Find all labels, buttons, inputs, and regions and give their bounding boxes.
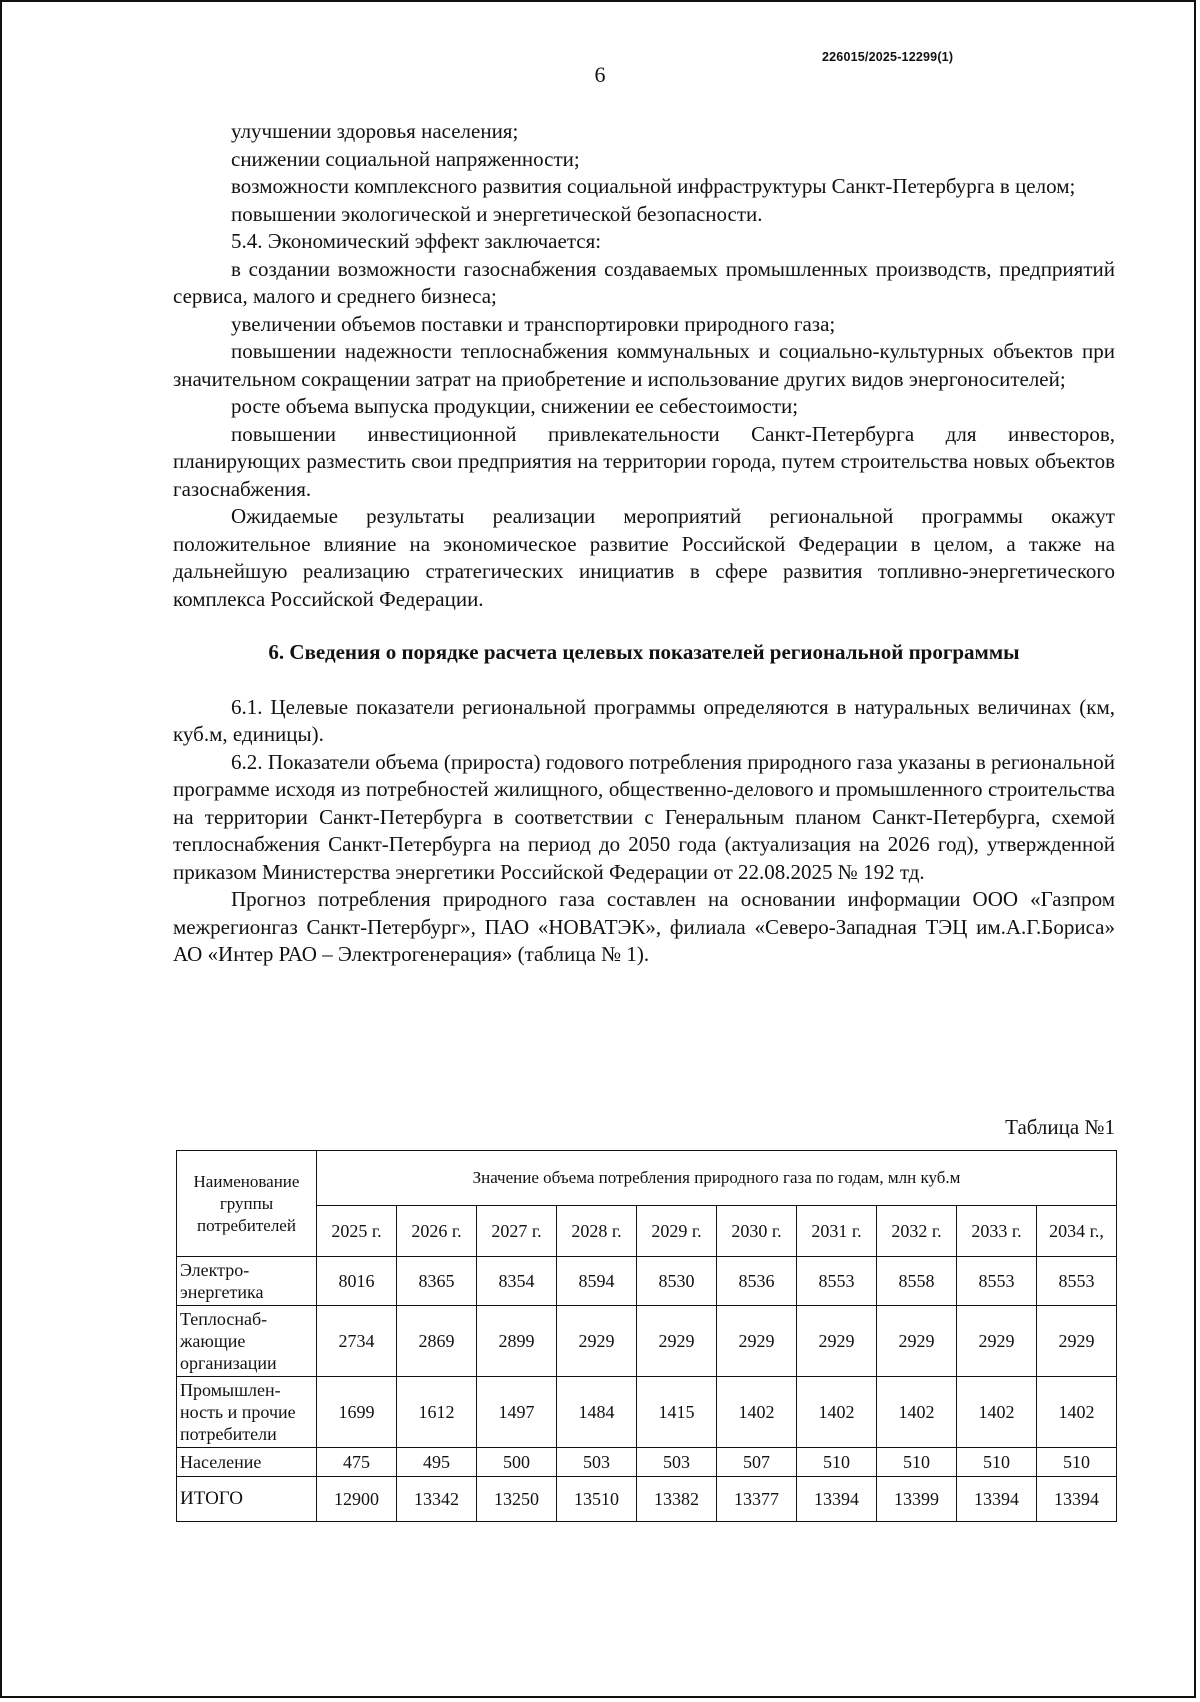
consumption-value: 510 (797, 1448, 877, 1477)
consumption-value: 510 (1037, 1448, 1117, 1477)
document-id: 226015/2025-12299(1) (822, 50, 954, 64)
body-paragraph: в создании возможности газоснабжения создаваемых промышленных производств, предприятий сервиса, малого и среднего бизнеса; (173, 256, 1115, 308)
table-row (177, 1306, 1117, 1377)
year-header: 2030 г. (717, 1206, 797, 1257)
consumption-value: 13510 (557, 1477, 637, 1522)
consumption-value: 13394 (797, 1477, 877, 1522)
consumption-value: 1612 (397, 1377, 477, 1448)
consumption-value: 8553 (1037, 1257, 1117, 1306)
header-consumer-group: Наименование группы потребителей (177, 1151, 317, 1257)
body-paragraph: повышении инвестиционной привлекательности Санкт-Петербурга для инвесторов, планирующих разместить свои предприятия на территории города, путем строительства новых объектов газоснабжения. (173, 421, 1115, 501)
gas-consumption-table (176, 1150, 1117, 1522)
consumption-value: 8594 (557, 1257, 637, 1306)
body-paragraph: увеличении объемов поставки и транспортировки природного газа; (231, 311, 836, 336)
consumer-group-name: ИТОГО (177, 1477, 317, 1522)
body-paragraph: повышении экологической и энергетической безопасности. (231, 201, 763, 226)
consumption-value: 475 (317, 1448, 397, 1477)
body-paragraph: росте объема выпуска продукции, снижении ее себестоимости; (231, 394, 799, 418)
body-paragraph: возможности комплексного развития социальной инфраструктуры Санкт-Петербурга в целом; (231, 174, 1076, 198)
consumption-value: 2929 (637, 1306, 717, 1377)
table-row (177, 1448, 1117, 1477)
table-row (177, 1257, 1117, 1306)
consumption-value: 2929 (957, 1306, 1037, 1377)
consumption-value: 2899 (477, 1306, 557, 1377)
consumption-value: 1402 (717, 1377, 797, 1448)
consumption-value: 1497 (477, 1377, 557, 1448)
table-row (177, 1477, 1117, 1522)
year-header: 2033 г. (957, 1206, 1037, 1257)
consumer-group-name: Теплоснаб-жающие организации (177, 1306, 317, 1377)
consumption-value: 13382 (637, 1477, 717, 1522)
consumption-value: 1402 (797, 1377, 877, 1448)
consumption-value: 2734 (317, 1306, 397, 1377)
year-header-row (177, 1206, 1117, 1257)
consumption-value: 1699 (317, 1377, 397, 1448)
consumption-value: 510 (957, 1448, 1037, 1477)
consumption-value: 8553 (957, 1257, 1037, 1306)
consumption-value: 1484 (557, 1377, 637, 1448)
consumption-value: 2929 (1037, 1306, 1117, 1377)
consumption-value: 2929 (557, 1306, 637, 1377)
paragraph-6-2: 6.2. Показатели объема (прироста) годового потребления природного газа указаны в региональной программе исходя из потребностей жилищного, общественно-делового и промышленного строительства на территории Санкт-Петербурга в соответствии с Генеральным планом Санкт-Петербурга, схемой теплоснабжения Санкт-Петербурга на период до 2050 года (актуализация на 2026 год), утвержденной приказом Министерства энергетики Российской Федерации от 22.08.2025 № 192 тд. (173, 749, 1115, 884)
document-body (173, 118, 1115, 969)
body-paragraph: 5.4. Экономический эффект заключается: (231, 229, 602, 253)
page-number: 6 (594, 62, 606, 87)
consumption-value: 2929 (877, 1306, 957, 1377)
table-row (177, 1377, 1117, 1448)
consumption-value: 13399 (877, 1477, 957, 1522)
consumption-value: 12900 (317, 1477, 397, 1522)
consumption-value: 500 (477, 1448, 557, 1477)
table-caption: Таблица №1 (1005, 1115, 1115, 1139)
year-header: 2032 г. (877, 1206, 957, 1257)
paragraph-forecast: Прогноз потребления природного газа составлен на основании информации ООО «Газпром межрегионгаз Санкт-Петербург», ПАО «НОВАТЭК», филиала «Северо-Западная ТЭЦ им.А.Г.Бориса» АО «Интер РАО – Электрогенерация» (таблица № 1). (173, 887, 1115, 966)
consumption-value: 8016 (317, 1257, 397, 1306)
consumption-value: 13394 (957, 1477, 1037, 1522)
consumption-value: 503 (557, 1448, 637, 1477)
consumption-value: 8354 (477, 1257, 557, 1306)
consumption-value: 495 (397, 1448, 477, 1477)
consumption-value: 1402 (1037, 1377, 1117, 1448)
year-header: 2027 г. (477, 1206, 557, 1257)
body-paragraph: улучшении здоровья населения; (231, 119, 519, 143)
year-header: 2034 г., (1037, 1206, 1117, 1257)
consumer-group-name: Электро-энергетика (177, 1257, 317, 1306)
consumption-value: 503 (637, 1448, 717, 1477)
consumption-value: 507 (717, 1448, 797, 1477)
year-header: 2031 г. (797, 1206, 877, 1257)
consumption-value: 2869 (397, 1306, 477, 1377)
consumption-value: 13377 (717, 1477, 797, 1522)
consumption-value: 8530 (637, 1257, 717, 1306)
consumer-group-name: Население (177, 1448, 317, 1477)
consumption-value: 1402 (957, 1377, 1037, 1448)
year-header: 2026 г. (397, 1206, 477, 1257)
year-header: 2029 г. (637, 1206, 717, 1257)
consumption-value: 13394 (1037, 1477, 1117, 1522)
consumption-value: 510 (877, 1448, 957, 1477)
consumption-value: 2929 (717, 1306, 797, 1377)
consumption-value: 1415 (637, 1377, 717, 1448)
consumption-value: 8365 (397, 1257, 477, 1306)
consumption-value: 8558 (877, 1257, 957, 1306)
consumption-value: 8553 (797, 1257, 877, 1306)
paragraph-6-1: 6.1. Целевые показатели региональной программы определяются в натуральных величинах (км, куб.м, единицы). (173, 694, 1115, 746)
body-paragraph: снижении социальной напряженности; (231, 146, 580, 171)
year-header: 2028 г. (557, 1206, 637, 1257)
consumption-value: 13342 (397, 1477, 477, 1522)
paragraph-list (173, 118, 1115, 613)
header-consumption-values: Значение объема потребления природного газа по годам, млн куб.м (317, 1151, 1117, 1206)
body-paragraph: повышении надежности теплоснабжения коммунальных и социально-культурных объектов при значительном сокращении затрат на приобретение и использование других видов энергоносителей; (173, 339, 1115, 391)
table-body (177, 1257, 1117, 1522)
consumption-value: 1402 (877, 1377, 957, 1448)
consumption-value: 2929 (797, 1306, 877, 1377)
consumption-value: 13250 (477, 1477, 557, 1522)
consumption-value: 8536 (717, 1257, 797, 1306)
consumer-group-name: Промышлен-ность и прочие потребители (177, 1377, 317, 1448)
section-6-heading: 6. Сведения о порядке расчета целевых показателей региональной программы (268, 640, 1020, 664)
body-paragraph: Ожидаемые результаты реализации мероприятий региональной программы окажут положительное влияние на экономическое развитие Российской Федерации в целом, а также на дальнейшую реализацию стратегических инициатив в сфере развития топливно-энергетического комплекса Российской Федерации. (173, 504, 1115, 611)
year-header: 2025 г. (317, 1206, 397, 1257)
